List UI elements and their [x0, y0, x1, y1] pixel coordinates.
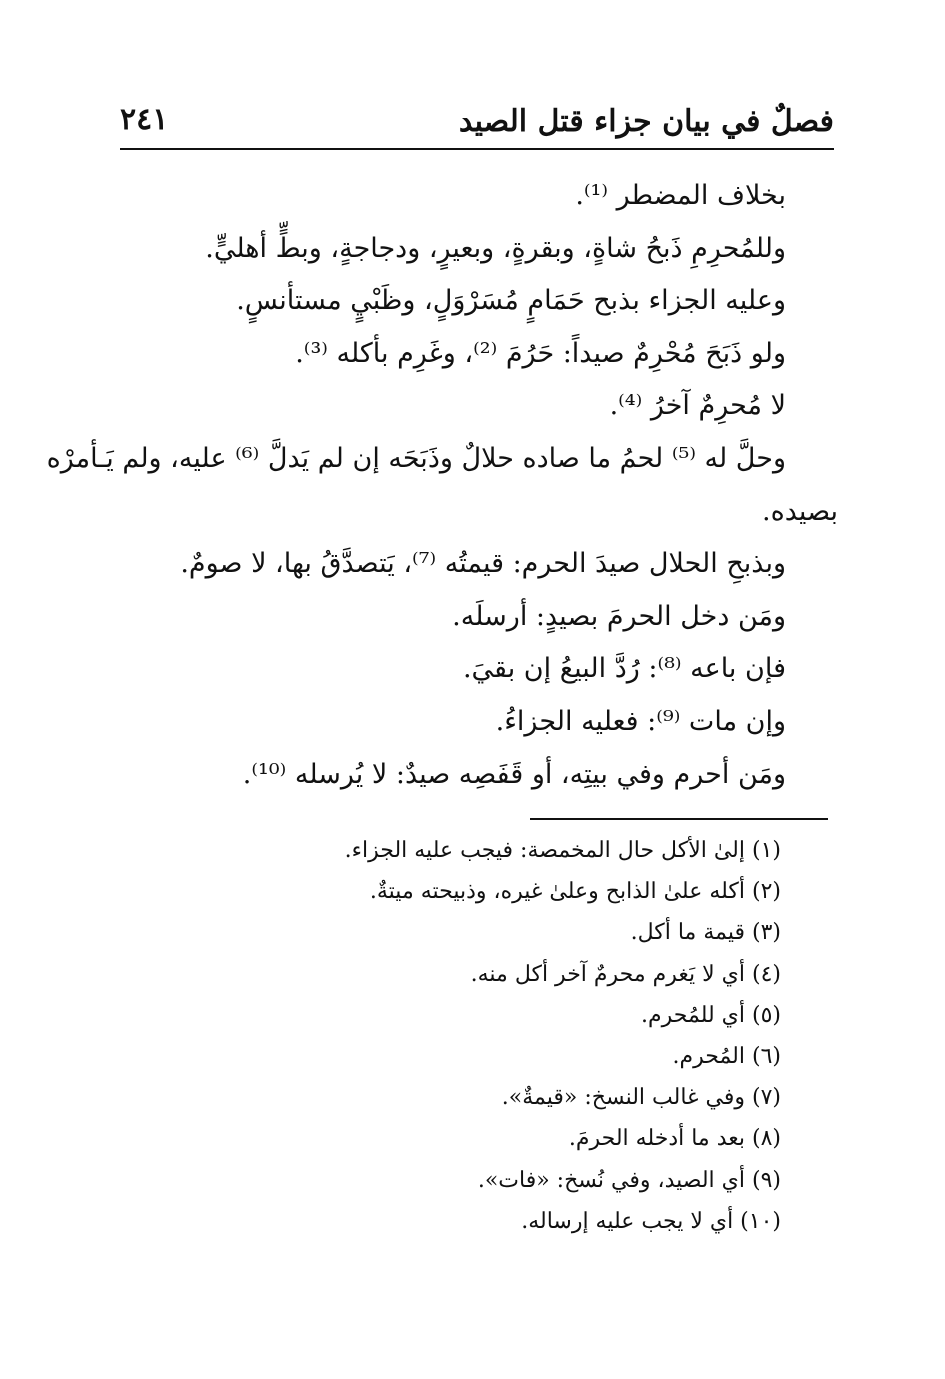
page-number: ٢٤١	[120, 102, 169, 137]
footnote: (٥) أي للمُحرم.	[641, 1002, 781, 1028]
footnote: (٤) أي لا يَغرم محرمٌ آخر أكل منه.	[470, 961, 781, 987]
footnote: (٦) المُحرم.	[672, 1044, 781, 1070]
footnote: (١) إلىٰ الأكل حال المخمصة: فيجب عليه الجزاء.	[344, 838, 781, 863]
footnote-separator	[530, 818, 828, 820]
text-line: لا مُحرِمٌ آخرُ ⁽⁴⁾.	[609, 390, 786, 422]
footnote: (٨) بعد ما أدخله الحرمَ.	[568, 1126, 781, 1152]
text-line: وعليه الجزاء بذبح حَمَامٍ مُسَرْوَلٍ، وظَبْيٍ مستأنسٍ.	[236, 285, 786, 317]
text-line: ومَن أحرم وفي بيتِه، أو قَفَصِه صيدٌ: لا يُرسله ⁽¹⁰⁾.	[242, 758, 786, 790]
footnote: (٩) أي الصيد، وفي نُسخ: «فات».	[477, 1167, 781, 1193]
text-line: وللمُحرِمِ ذَبحُ شاةٍ، وبقرةٍ، وبعيرٍ، ودجاجةٍ، وبطٍّ أهليٍّ.	[205, 232, 786, 264]
text-line: ولو ذَبَحَ مُحْرِمٌ صيداً: حَرُمَ ⁽²⁾، وغَرِم بأكله ⁽³⁾.	[295, 337, 786, 369]
page-header	[120, 96, 834, 150]
header-rule	[120, 148, 834, 150]
text-line: بخلاف المضطر ⁽¹⁾.	[575, 180, 786, 211]
text-line: وإن مات ⁽⁹⁾: فعليه الجزاءُ.	[495, 705, 786, 737]
text-line: وحلَّ له ⁽⁵⁾ لحمُ ما صاده حلالٌ وذَبَحَه إن لم يَدلَّ ⁽⁶⁾ عليه، ولم يَـأمرْه	[46, 442, 786, 474]
footnotes	[261, 830, 781, 1242]
text-line: بصيده.	[762, 495, 838, 527]
main-text	[46, 170, 838, 801]
footnote: (١٠) أي لا يجب عليه إرساله.	[521, 1208, 781, 1234]
text-line: ومَن دخل الحرمَ بصيدٍ: أرسلَه.	[452, 600, 786, 632]
footnote: (٣) قيمة ما أكل.	[630, 920, 781, 946]
text-line: وبذبحِ الحلال صيدَ الحرم: قيمتُه ⁽⁷⁾، يَتصدَّقُ بها، لا صومٌ.	[180, 548, 786, 580]
footnote: (٧) وفي غالب النسخ: «قيمةٌ».	[501, 1085, 781, 1111]
running-title: فصلٌ في بيان جزاء قتل الصيد	[458, 104, 834, 139]
footnote: (٢) أكله علىٰ الذابح وعلىٰ غيره، وذبيحته ميتةٌ.	[369, 879, 781, 905]
text-line: فإن باعه ⁽⁸⁾: رُدَّ البيعُ إن بقيَ.	[462, 653, 786, 685]
